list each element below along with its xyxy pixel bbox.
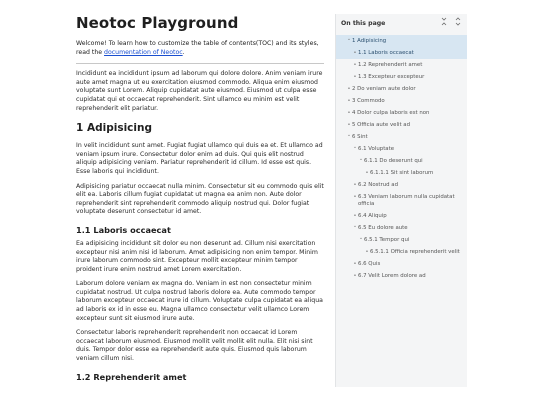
documentation-link[interactable]: documentation of Neotoc	[104, 48, 183, 56]
expand-all-icon[interactable]	[453, 17, 463, 28]
bullet-icon: •	[353, 49, 357, 56]
bullet-icon: •	[347, 121, 351, 128]
toc-item[interactable]	[336, 155, 467, 167]
toc-item[interactable]	[336, 35, 467, 47]
toc-item[interactable]	[336, 210, 467, 222]
toc-item-label: 1.3 Excepteur excepteur	[358, 73, 425, 80]
toc-item[interactable]	[336, 191, 467, 210]
toc-item-label: 6.4 Aliquip	[358, 212, 387, 219]
body-paragraph: Laborum dolore veniam ex magna do. Veniam in est non consectetur minim cupidatat nostrud. Ut culpa nostrud laboris dolore ea. Aute commodo tempor laborum excepteur occaecat irure id cillum. Voluptate culpa cupidatat ea aliqua ad laboris ex id in esse eu. Magna ullamco consectetur velit ullamco Lorem excepteur sunt sit eiusmod irure aute.	[76, 280, 323, 322]
toc-item[interactable]	[336, 47, 467, 59]
toc-header	[336, 14, 467, 35]
toc-item-label: 6 Sint	[352, 133, 368, 140]
table-of-contents	[335, 14, 467, 387]
toc-item[interactable]	[336, 246, 467, 258]
toc-item-label: 6.7 Velit Lorem dolore ad	[358, 272, 426, 279]
chevron-down-icon[interactable]: ⌄	[346, 131, 352, 138]
body-paragraph: In velit incididunt sunt amet. Fugiat fugiat ullamco qui duis ea et. Et ullamco ad veniam ipsum irure. Consectetur dolor enim ad duis. Qui quis elit nostrud aliquip adipisicing veniam. Pariatur reprehenderit id cillum. Id esse est quis. Esse laboris qui incididunt.	[76, 142, 323, 175]
chevron-down-icon[interactable]: ⌄	[346, 35, 352, 42]
page-title: Neotoc Playground	[76, 14, 239, 32]
toc-item-label: 1 Adipisicing	[352, 37, 387, 44]
toc-item[interactable]	[336, 143, 467, 155]
toc-item[interactable]	[336, 222, 467, 234]
toc-item[interactable]	[336, 167, 467, 179]
toc-item-label: 4 Dolor culpa laboris est non	[352, 109, 430, 116]
subsection-heading: 1.1 Laboris occaecat	[76, 224, 171, 235]
bullet-icon: •	[353, 272, 357, 279]
toc-item-label: 6.3 Veniam laborum nulla cupidatat officia	[358, 193, 455, 207]
toc-item-label: 6.1.1.1 Sit sint laborum	[370, 169, 434, 176]
toc-item-label: 6.5.1.1 Officia reprehenderit velit	[370, 248, 460, 255]
bullet-icon: •	[353, 193, 357, 200]
toc-item[interactable]	[336, 107, 467, 119]
toc-item-label: 6.5.1 Tempor qui	[364, 236, 410, 243]
body-paragraph: Incididunt ea incididunt ipsum ad laborum qui dolore dolore. Anim veniam irure aute amet magna ut eu exercitation eiusmod commodo. Aliqua enim eiusmod voluptate sunt Lorem. Aliquip cupidatat aute eiusmod. Eiusmod ut culpa esse cupidatat qui et occaecat reprehenderit. Sint ullamco eu minim est velit reprehenderit elit pariatur.	[76, 70, 323, 112]
toc-item[interactable]	[336, 179, 467, 191]
divider	[76, 63, 324, 64]
toc-item[interactable]	[336, 234, 467, 246]
intro-text: Welcome! To learn how to customize the table of contents(TOC) and its styles, read the	[76, 40, 319, 56]
toc-item-label: 6.1 Voluptate	[358, 145, 395, 152]
toc-item-label: 3 Commodo	[352, 97, 385, 104]
bullet-icon: •	[365, 248, 369, 255]
section-heading: 1 Adipisicing	[76, 122, 152, 135]
toc-item[interactable]	[336, 131, 467, 143]
chevron-down-icon[interactable]: ⌄	[358, 155, 364, 162]
body-paragraph: Ea adipisicing incididunt sit dolor eu non deserunt ad. Cillum nisi exercitation excepteur nisi anim nisi id laborum. Amet adipisicing non enim tempor. Minim irure laborum commodo sint. Excepteur mollit excepteur minim tempor proident irure enim nostrud amet Lorem exercitation.	[76, 239, 318, 273]
toc-title: On this page	[341, 20, 386, 27]
toc-item[interactable]	[336, 258, 467, 270]
toc-item[interactable]	[336, 270, 467, 282]
bullet-icon: •	[365, 169, 369, 176]
bullet-icon: •	[353, 260, 357, 267]
toc-item[interactable]	[336, 83, 467, 95]
intro-end: .	[182, 48, 185, 56]
toc-item-label: 2 Do veniam aute dolor	[352, 85, 416, 92]
toc-item[interactable]	[336, 95, 467, 107]
toc-item-label: 6.1.1 Do deserunt qui	[364, 157, 423, 164]
chevron-down-icon[interactable]: ⌄	[352, 143, 358, 150]
toc-list	[336, 35, 467, 282]
intro-paragraph	[76, 40, 324, 57]
bullet-icon: •	[353, 181, 357, 188]
bullet-icon: •	[353, 61, 357, 68]
toc-item-label: 6.5 Eu dolore aute	[358, 224, 408, 231]
toc-item[interactable]	[336, 71, 467, 83]
toc-item-label: 6.2 Nostrud ad	[358, 181, 399, 188]
toc-item-label: 1.2 Reprehenderit amet	[358, 61, 423, 68]
main-content	[76, 0, 324, 387]
body-paragraph: Consectetur laboris reprehenderit reprehenderit non occaecat id Lorem occaecat laborum eiusmod. Eiusmod mollit velit mollit elit nulla. Elit nisi sint duis. Tempor dolor esse ea reprehenderit aute quis. Eiusmod quis laborum veniam cillum nisi.	[76, 329, 313, 363]
toc-item[interactable]	[336, 59, 467, 71]
toc-item[interactable]	[336, 119, 467, 131]
chevron-down-icon[interactable]: ⌄	[358, 234, 364, 241]
subsection-heading: 1.2 Reprehenderit amet	[76, 371, 187, 382]
article-body	[76, 70, 324, 381]
collapse-all-icon[interactable]	[439, 17, 449, 28]
body-paragraph: Adipisicing pariatur occaecat nulla minim. Consectetur sit eu commodo quis elit elit ea. Laboris cillum fugiat cupidatat ut magna ea anim non. Aute dolor reprehenderit sint reprehenderit commodo aliquip nostrud qui. Dolor fugiat voluptate deserunt consectetur id amet.	[76, 182, 324, 216]
bullet-icon: •	[353, 212, 357, 219]
bullet-icon: •	[347, 109, 351, 116]
toc-item-label: 5 Officia aute velit ad	[352, 121, 410, 128]
bullet-icon: •	[347, 97, 351, 104]
bullet-icon: •	[347, 85, 351, 92]
bullet-icon: •	[353, 73, 357, 80]
toc-item-label: 1.1 Laboris occaecat	[358, 49, 414, 56]
toc-item-label: 6.6 Quis	[358, 260, 381, 267]
chevron-down-icon[interactable]: ⌄	[352, 222, 358, 229]
